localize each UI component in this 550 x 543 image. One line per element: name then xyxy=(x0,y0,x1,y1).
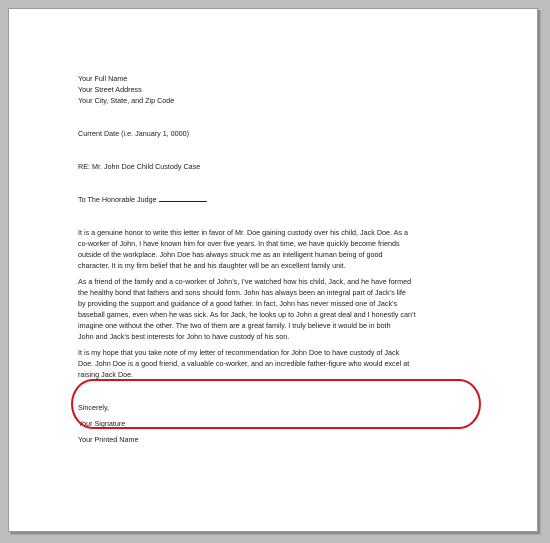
paragraph-line: co-worker of John, I have known him for over five years. In that time, we have quickly become friends xyxy=(78,239,400,248)
printed-name-line: Your Printed Name xyxy=(78,435,139,444)
paragraph-line: John and Jack’s best interests for John to have custody of his son. xyxy=(78,332,290,341)
sender-address: Your Street Address xyxy=(78,85,142,94)
subject-line: RE: Mr. John Doe Child Custody Case xyxy=(78,162,201,171)
paragraph-line: It is my hope that you take note of my letter of recommendation for John Doe to have custody of Jack xyxy=(78,348,400,357)
judge-name-blank xyxy=(159,194,207,202)
paragraph-line: by providing the support and guidance of a good father. In fact, John has never missed one of Jack’s xyxy=(78,299,398,308)
paragraph-line: character. It is my firm belief that he and his daughter will be an excellent family unit. xyxy=(78,261,346,270)
closing-line: Sincerely, xyxy=(78,403,110,412)
signature-line: Your Signature xyxy=(78,419,126,428)
sender-name: Your Full Name xyxy=(78,74,128,83)
paragraph-1 xyxy=(78,227,478,271)
paragraph-line: As a friend of the family and a co-worker of John’s, I’ve watched how his child, Jack, and he have formed xyxy=(78,277,412,286)
sender-city-line: Your City, State, and Zip Code xyxy=(78,96,175,105)
sender-block xyxy=(78,73,478,106)
paragraph-line: baseball games, even when he was sick. As for Jack, he looks up to John a great deal and I honestly can’t xyxy=(78,310,416,319)
salutation-line xyxy=(78,194,478,205)
paragraph-line: outside of the workplace. John Doe has always struck me as an intelligent human being of good xyxy=(78,250,383,259)
highlight-circle-annotation xyxy=(71,379,481,429)
paragraph-line: Doe. John Doe is a good friend, a valuable co-worker, and an incredible father-figure who would excel at xyxy=(78,359,410,368)
paragraph-line: the healthy bond that fathers and sons should form. John has always been an integral part of Jack’s life xyxy=(78,288,406,297)
paragraph-2 xyxy=(78,276,478,342)
paragraph-3-highlighted xyxy=(78,347,478,380)
date-line: Current Date (i.e. January 1, 0000) xyxy=(78,129,190,138)
document-page xyxy=(8,8,538,532)
salutation-text: To The Honorable Judge xyxy=(78,195,157,204)
paragraph-line: imagine one without the other. The two of them are a great family. I truly believe it would be in both xyxy=(78,321,391,330)
paragraph-line: It is a genuine honor to write this letter in favor of Mr. Doe gaining custody over his child, Jack Doe. As a xyxy=(78,228,408,237)
paragraph-line: raising Jack Doe. xyxy=(78,370,134,379)
